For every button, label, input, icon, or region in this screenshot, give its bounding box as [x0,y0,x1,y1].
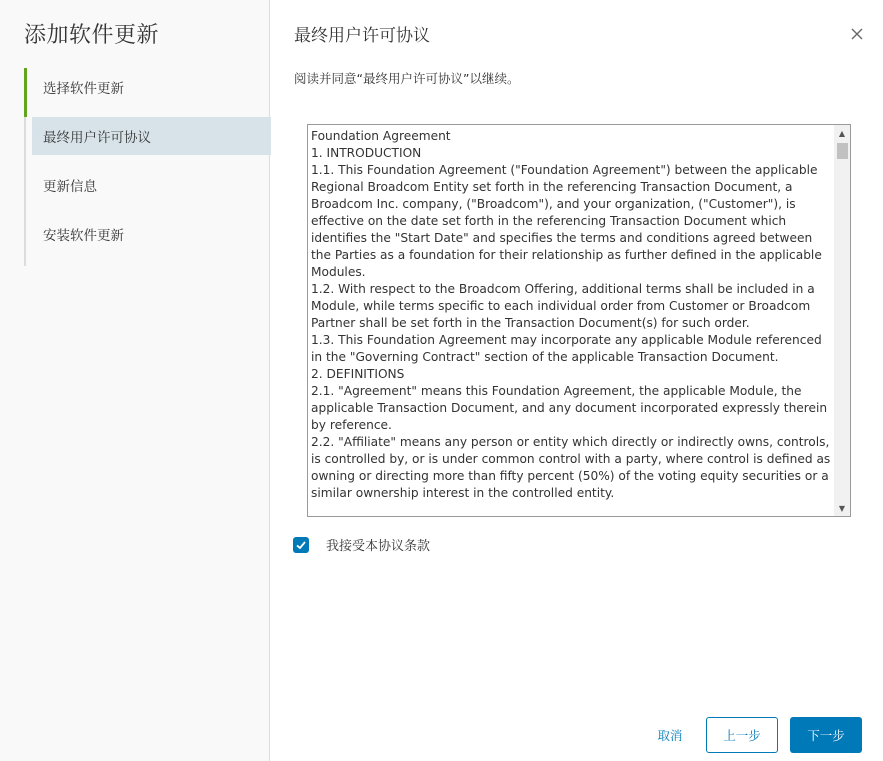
step-install-updates[interactable] [26,215,270,253]
accept-terms-label[interactable]: 我接受本协议条款 [326,539,431,554]
eula-textarea[interactable] [307,124,851,517]
step-label: 安装软件更新 [43,228,124,244]
check-icon [295,539,307,551]
eula-text: Foundation Agreement 1. INTRODUCTION 1.1. This Foundation Agreement ("Foundation Agreement") between the applicable Regional Broadcom Entity set forth in the referencing Transaction Document, a Broadcom Inc. company, ("Broadcom"), and your organization, ("Customer"), is effective on the date set forth in the referencing Transaction Document which identifies the "Start Date" and specifies the terms and conditions agreed between the Parties as a foundation for their relationship as further defined in the applicable Modules. 1.2. With respect to the Broadcom Offering, additional terms shall be included in a Module, while terms specific to each individual order from Customer or Broadcom Partner shall be set forth in the Transaction Document(s) for such order. 1.3. This Foundation Agreement may incorporate any applicable Module referenced in the "Governing Contract" section of the applicable Transaction Document. 2. DEFINITIONS 2.1. "Agreement" means this Foundation Agreement, the applicable Module, the applicable Transaction Document, and any document incorporated expressly therein by reference. 2.2. "Affiliate" means any person or entity which directly or indirectly owns, controls, is controlled by, or is under common control with a party, where control is defined as owning or directing more than fifty percent (50%) of the voting equity securities or a similar ownership interest in the controlled entity. [311,129,831,500]
close-button[interactable] [848,25,866,43]
back-button[interactable]: 上一步 [706,717,778,753]
triangle-up-icon: ▲ [838,128,846,138]
step-label: 更新信息 [43,179,97,195]
scroll-thumb[interactable] [837,143,848,159]
accept-terms-row [293,535,430,554]
step-update-info[interactable] [26,166,270,204]
next-button[interactable]: 下一步 [790,717,862,753]
step-label: 最终用户许可协议 [43,130,151,146]
wizard-sidebar [0,0,270,761]
step-select-updates[interactable] [26,68,270,106]
step-label: 选择软件更新 [43,81,124,97]
step-eula[interactable] [32,117,271,155]
wizard-content [270,0,883,761]
wizard-steps [24,68,270,266]
eula-scrollbar[interactable] [834,125,850,516]
scroll-down-button[interactable] [834,500,850,516]
wizard-title: 添加软件更新 [24,23,160,48]
page-title: 最终用户许可协议 [294,26,430,46]
triangle-down-icon: ▼ [838,503,846,513]
accept-terms-checkbox[interactable] [293,537,309,553]
wizard-footer [270,717,883,753]
cancel-button[interactable]: 取消 [657,728,683,743]
close-icon [848,25,866,43]
instruction-text: 阅读并同意“最终用户许可协议”以继续。 [294,71,520,86]
scroll-up-button[interactable] [834,125,850,141]
